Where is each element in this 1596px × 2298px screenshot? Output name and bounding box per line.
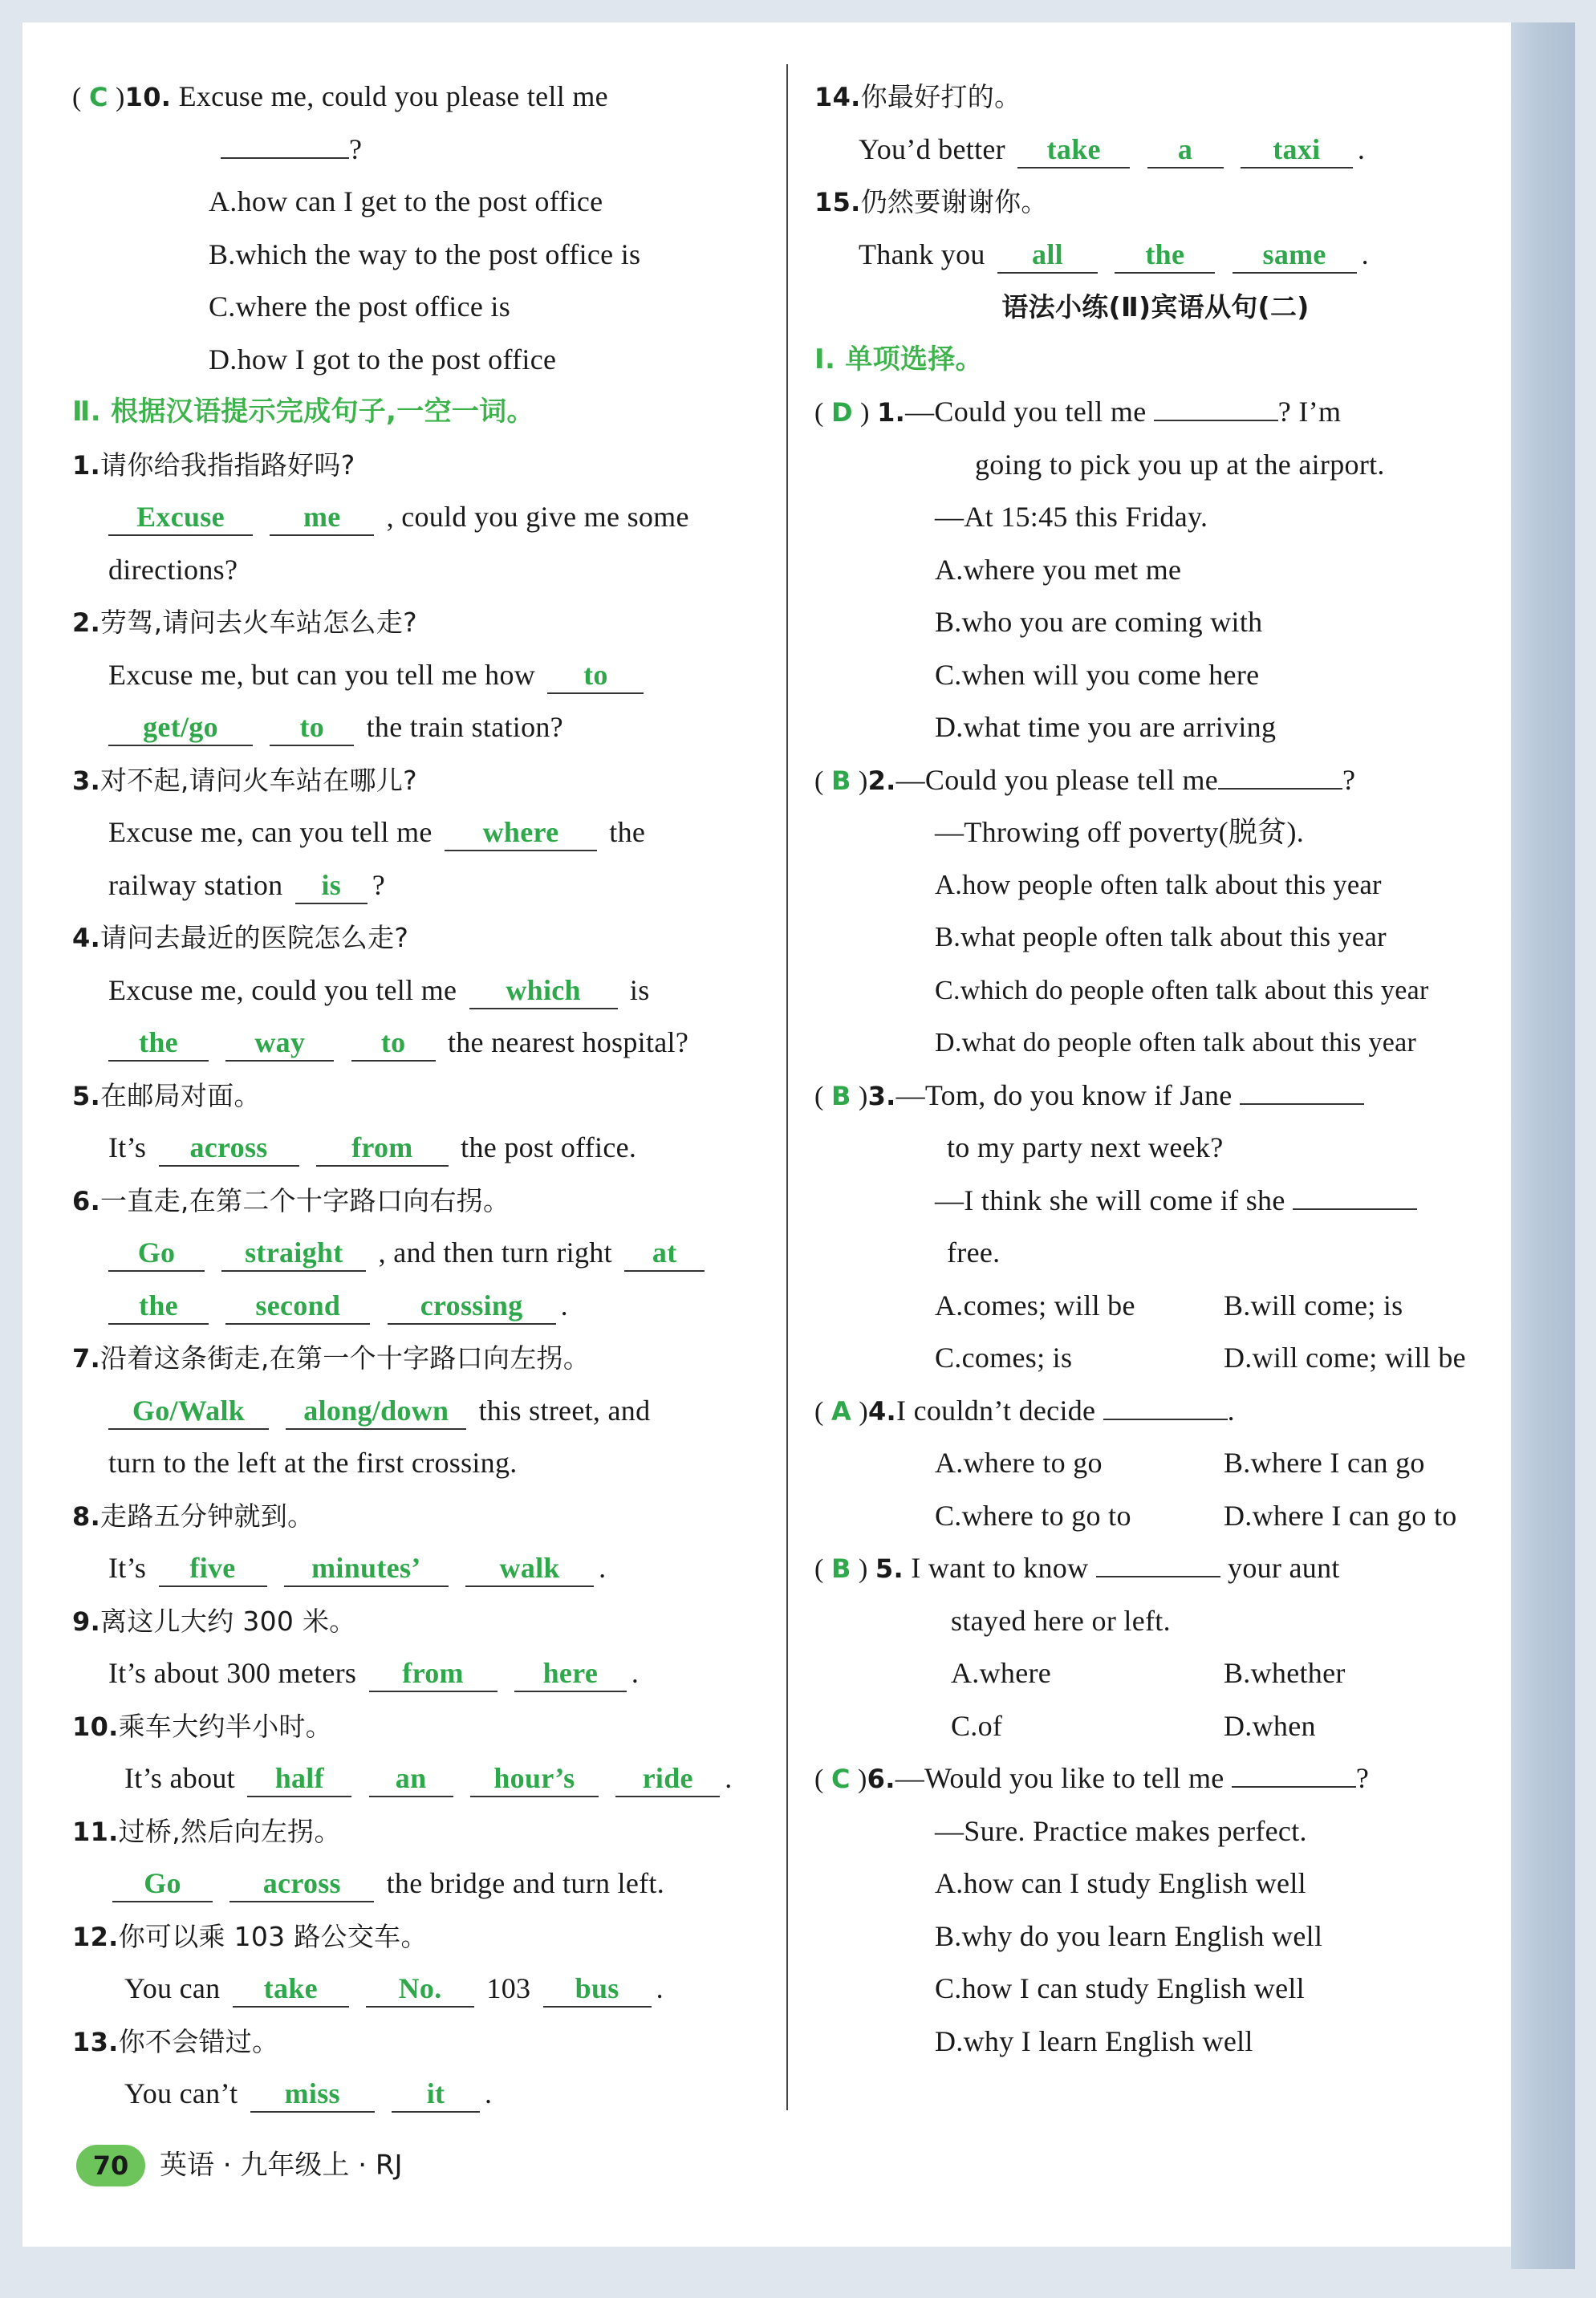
option-row — [814, 1280, 1497, 1333]
answer-blank[interactable]: to — [351, 1025, 436, 1062]
answer-blank[interactable]: the — [1115, 237, 1215, 274]
answer-blank[interactable] — [1218, 764, 1342, 790]
item-prompt: 7.沿着这条街走,在第一个十字路口向左拐。 — [72, 1342, 591, 1374]
page-footer — [76, 2138, 403, 2186]
option: C.when will you come here — [935, 658, 1260, 691]
answer-blank[interactable]: across — [229, 1866, 374, 1902]
mc-question: ( B )3.—Tom, do you know if Jane — [814, 1070, 1497, 1123]
item-sentence: Go straight , and then turn right at — [72, 1227, 762, 1280]
answer-blank[interactable]: second — [225, 1288, 370, 1325]
mc-question-10: ( C )10. Excuse me, could you please tell me — [72, 80, 608, 112]
answer-choice: B — [830, 765, 851, 796]
option-row — [814, 1332, 1497, 1385]
answer-blank[interactable]: miss — [250, 2076, 375, 2113]
answer-blank[interactable] — [1096, 1552, 1220, 1577]
option: C.which do people often talk about this year — [935, 975, 1429, 1005]
question-cont: going to pick you up at the airport. — [975, 448, 1385, 481]
answer-blank[interactable]: hour’s — [470, 1760, 599, 1797]
option: B.will come; is — [1224, 1289, 1403, 1322]
item-sentence: Excuse me, could you tell me which is — [72, 964, 762, 1017]
answer-blank[interactable]: Go/Walk — [108, 1393, 269, 1430]
item-sentence: Thank you all the same . — [814, 229, 1497, 282]
book-spine-shadow — [1511, 22, 1575, 2269]
item-prompt: 15.仍然要谢谢你。 — [814, 186, 1048, 217]
option: D.what time you are arriving — [935, 711, 1277, 743]
option: D.why I learn English well — [935, 2024, 1253, 2057]
answer-blank[interactable]: No. — [366, 1971, 474, 2008]
option: A.where — [951, 1657, 1052, 1689]
option: A.how people often talk about this year — [935, 869, 1382, 900]
answer-blank[interactable]: Go — [108, 1235, 205, 1272]
option: A.how can I study English well — [935, 1867, 1306, 1899]
right-column — [814, 71, 1497, 2068]
answer-blank[interactable]: straight — [221, 1235, 366, 1272]
answer-blank[interactable] — [1154, 396, 1278, 421]
answer-blank[interactable]: get/go — [108, 709, 253, 746]
item-sentence: get/go to the train station? — [72, 701, 762, 754]
item-sentence: Excuse me, but can you tell me how to — [72, 649, 762, 702]
option-row — [814, 1700, 1497, 1753]
item-sentence: railway station is ? — [72, 859, 762, 912]
answer-choice: B — [830, 1553, 851, 1584]
item-sentence: You can’t miss it . — [72, 2068, 762, 2121]
answer-blank[interactable]: along/down — [286, 1393, 466, 1430]
answer-blank[interactable]: Excuse — [108, 499, 253, 536]
answer-choice: B — [830, 1080, 851, 1111]
item-prompt: 5.在邮局对面。 — [72, 1079, 261, 1111]
item-prompt: 12.你可以乘 103 路公交车。 — [72, 1920, 428, 1952]
item-prompt: 6.一直走,在第二个十字路口向右拐。 — [72, 1184, 510, 1216]
answer-blank[interactable]: is — [295, 867, 368, 904]
option: A.where to go — [935, 1447, 1103, 1479]
answer-blank[interactable]: to — [270, 709, 354, 746]
answer-choice: A — [830, 1395, 852, 1427]
answer-blank[interactable]: to — [547, 657, 644, 694]
item-prompt: 13.你不会错过。 — [72, 2025, 279, 2057]
answer-blank[interactable]: Go — [112, 1866, 213, 1902]
answer-blank[interactable]: same — [1233, 237, 1357, 274]
item-sentence: It’s about half an hour’s ride . — [72, 1752, 762, 1805]
answer-blank[interactable]: all — [997, 237, 1098, 274]
answer-blank[interactable]: here — [514, 1655, 627, 1692]
item-sentence: directions? — [108, 553, 238, 586]
question-cont: free. — [947, 1236, 1001, 1269]
item-sentence: You can take No. 103 bus . — [72, 1963, 762, 2016]
question-cont: —At 15:45 this Friday. — [935, 501, 1208, 533]
answer-blank[interactable]: where — [445, 814, 597, 851]
item-sentence: You’d better take a taxi . — [814, 124, 1497, 177]
answer-blank[interactable] — [1232, 1762, 1356, 1788]
question-cont: —Sure. Practice makes perfect. — [935, 1814, 1307, 1847]
option: C.how I can study English well — [935, 1972, 1305, 2004]
question-cont: to my party next week? — [947, 1131, 1224, 1163]
item-sentence: It’s five minutes’ walk . — [72, 1542, 762, 1595]
option: D.when — [1224, 1709, 1316, 1742]
option: B.where I can go — [1224, 1447, 1425, 1479]
grammar-practice-subtitle: 语法小练(Ⅱ)宾语从句(二) — [1001, 291, 1310, 323]
answer-blank[interactable]: it — [392, 2076, 480, 2113]
answer-blank[interactable]: which — [469, 972, 618, 1009]
option: D.how I got to the post office — [209, 343, 557, 376]
option: B.whether — [1224, 1657, 1346, 1689]
answer-blank[interactable]: five — [159, 1550, 267, 1587]
answer-blank[interactable]: me — [270, 499, 374, 536]
item-sentence: turn to the left at the first crossing. — [108, 1447, 518, 1479]
answer-blank[interactable]: the — [108, 1025, 209, 1062]
item-prompt: 10.乘车大约半小时。 — [72, 1710, 332, 1742]
item-prompt: 3.对不起,请问火车站在哪儿? — [72, 764, 417, 796]
item-sentence: Excuse me, can you tell me where the — [72, 806, 762, 859]
option: D.what do people often talk about this year — [935, 1028, 1417, 1058]
question-cont: —Throwing off poverty(脱贫). — [935, 816, 1305, 848]
answer-blank[interactable]: ride — [615, 1760, 720, 1797]
page-number-badge: 70 — [76, 2145, 145, 2186]
answer-blank[interactable]: from — [316, 1130, 449, 1167]
item-prompt: 11.过桥,然后向左拐。 — [72, 1815, 341, 1847]
question-cont: stayed here or left. — [951, 1604, 1171, 1637]
answer-blank[interactable]: the — [108, 1288, 209, 1325]
item-sentence: Excuse me , could you give me some — [72, 491, 762, 544]
answer-blank[interactable]: walk — [465, 1550, 594, 1587]
option: D.will come; will be — [1224, 1342, 1466, 1374]
mc-question: ( B ) 5. I want to know your aunt — [814, 1552, 1340, 1584]
item-prompt: 8.走路五分钟就到。 — [72, 1500, 315, 1532]
answer-blank[interactable] — [1293, 1184, 1417, 1210]
option: C.of — [951, 1709, 1003, 1742]
answer-blank[interactable]: way — [225, 1025, 334, 1062]
option: C.comes; is — [935, 1342, 1073, 1374]
answer-blank[interactable] — [1103, 1395, 1228, 1420]
answer-blank[interactable] — [1240, 1079, 1364, 1105]
answer-blank[interactable] — [221, 133, 349, 159]
answer-blank[interactable]: crossing — [388, 1288, 556, 1325]
option: D.where I can go to — [1224, 1499, 1457, 1532]
option-row — [814, 1490, 1497, 1543]
answer-blank[interactable]: at — [624, 1235, 705, 1272]
answer-blank[interactable]: minutes’ — [284, 1550, 449, 1587]
answer-blank[interactable]: take — [1017, 132, 1130, 168]
mc-question: ( A )4.I couldn’t decide . — [814, 1394, 1235, 1427]
item-prompt: 1.请你给我指指路好吗? — [72, 449, 355, 481]
option: A.comes; will be — [935, 1289, 1135, 1322]
answer-blank[interactable]: taxi — [1241, 132, 1353, 168]
answer-choice: C — [830, 1764, 851, 1794]
option: A.where you met me — [935, 553, 1182, 586]
section-title: Ⅱ. 根据汉语提示完成句子,一空一词。 — [72, 396, 534, 428]
mc-question: ( C )6.—Would you like to tell me ? — [814, 1762, 1370, 1794]
left-column — [72, 71, 762, 2121]
mc-question: ( B )2.—Could you please tell me ? — [814, 763, 1356, 796]
option-row — [814, 1647, 1497, 1700]
option: B.which the way to the post office is — [209, 238, 641, 270]
answer-blank[interactable]: an — [369, 1760, 453, 1797]
item-prompt: 4.请问去最近的医院怎么走? — [72, 922, 409, 953]
item-sentence: It’s about 300 meters from here . — [72, 1647, 762, 1700]
option: B.who you are coming with — [935, 606, 1263, 638]
question-cont: —I think she will come if she — [814, 1175, 1497, 1228]
option: B.what people often talk about this year — [935, 922, 1387, 952]
item-prompt: 14.你最好打的。 — [814, 81, 1021, 112]
option: C.where the post office is — [209, 290, 511, 323]
answer-blank[interactable]: across — [159, 1130, 299, 1167]
option: B.why do you learn English well — [935, 1919, 1323, 1952]
item-sentence: Go across the bridge and turn left. — [72, 1857, 762, 1910]
section-title: Ⅰ. 单项选择。 — [814, 343, 983, 376]
option-row — [814, 1437, 1497, 1490]
answer-blank[interactable]: take — [233, 1971, 349, 2008]
answer-blank[interactable]: from — [369, 1655, 497, 1692]
answer-choice: C — [88, 82, 108, 112]
item-prompt: 2.劳驾,请问去火车站怎么走? — [72, 607, 417, 638]
book-title: 英语 · 九年级上 · RJ — [160, 2149, 403, 2182]
answer-choice: D — [830, 397, 853, 428]
mc-question: ( D ) 1.—Could you tell me ? I’m — [814, 396, 1342, 428]
answer-blank[interactable]: bus — [543, 1971, 652, 2008]
answer-blank[interactable]: half — [247, 1760, 351, 1797]
item-sentence: the way to the nearest hospital? — [72, 1017, 762, 1070]
question-blank-line: ? — [72, 124, 762, 177]
item-sentence: the second crossing . — [72, 1280, 762, 1333]
item-sentence: It’s across from the post office. — [72, 1122, 762, 1175]
answer-blank[interactable]: a — [1147, 132, 1224, 168]
item-prompt: 9.离这儿大约 300 米。 — [72, 1605, 356, 1637]
column-divider — [786, 64, 788, 2110]
option: A.how can I get to the post office — [209, 185, 603, 217]
item-sentence: Go/Walk along/down this street, and — [72, 1385, 762, 1438]
option: C.where to go to — [935, 1499, 1131, 1532]
